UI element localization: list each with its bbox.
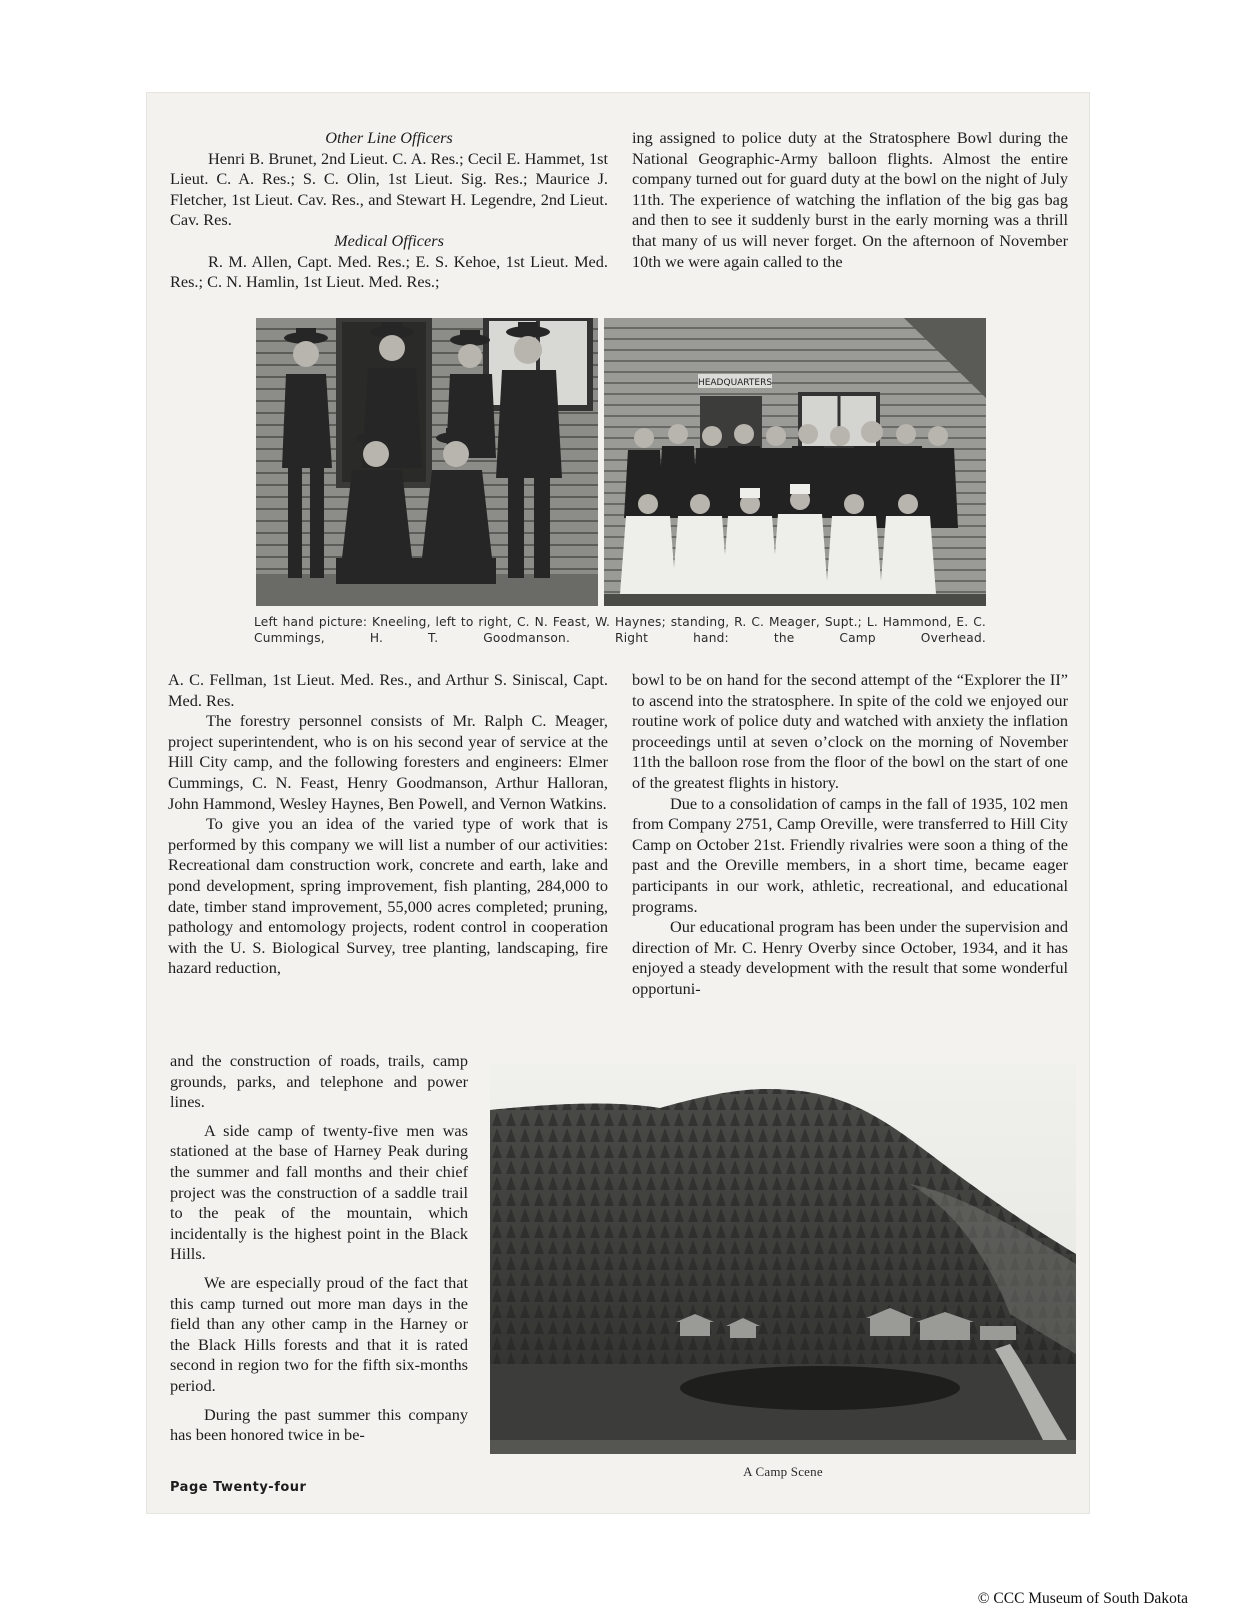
mid-left-column [168,670,608,979]
camp-overhead-photo-image [604,318,986,606]
camp-scene-caption: A Camp Scene [743,1464,823,1479]
activities-paragraph: To give you an idea of the varied type of work that is performed by this company we will list a number of our activities: Recreational dam construction work, concrete and earth, lake and pond development, spring improvement, fish planting, 284,000 to date, timber stand improvement, 55,000 acres completed; pruning, pathology and entomology projects, rodent control in cooperation with the U. S. Biological Survey, tree planting, landscaping, fire hazard reduction, [168,814,608,978]
top-left-column [170,128,608,293]
lower-left-column [170,1051,468,1446]
camp-scene-photo [490,1064,1076,1454]
honored-paragraph: During the past summer this company has been honored twice in be- [170,1404,468,1445]
foresters-photo-image [256,318,598,606]
camp-overhead-photo [604,318,986,606]
page-number: Page Twenty-four [170,1480,307,1495]
balloon-flight-text: ing assigned to police duty at the Stratosphere Bowl during the National Geographic-Army balloon flights. Almost the entire company turned out for guard duty at the bowl on the night of July 11th. The experience of watching the inflation of the big gas bag and then to see it suddenly burst in the early morning was a thrill that many of us will never forget. On the afternoon of November 10th we were again called to the [632,128,1068,271]
forestry-personnel-paragraph: The forestry personnel consists of Mr. Ralph C. Meager, project superintendent, who is on his second year of service at the Hill City camp, and the following foresters and engineers: Elmer Cummings, C. N. Feast, Henry Goodmanson, Arthur Halloran, John Hammond, Wesley Haynes, Ben Powell, and Vernon Watkins. [168,711,608,813]
headquarters-sign: HEADQUARTERS [697,378,773,388]
activities-continued: and the construction of roads, trails, camp grounds, parks, and telephone and power lines. [170,1051,468,1112]
magazine-page [146,92,1090,1514]
other-line-officers-heading: Other Line Officers [325,128,453,147]
top-right-column [632,128,1068,272]
camp-scene-photo-image [490,1064,1076,1454]
medical-officers-continued: A. C. Fellman, 1st Lieut. Med. Res., and Arthur S. Siniscal, Capt. Med. Res. [168,670,608,710]
mid-right-column [632,670,1068,1000]
side-camp-paragraph: A side camp of twenty-five men was stationed at the base of Harney Peak during the summer and fall months and their chief project was the construction of a saddle trail to the peak of the mountain, which incidentally is the highest point in the Black Hills. [170,1120,468,1264]
medical-officers-heading: Medical Officers [334,230,444,250]
medical-officers-text: R. M. Allen, Capt. Med. Res.; E. S. Kehoe, 1st Lieut. Med. Res.; C. N. Hamlin, 1st Lieut. Med. Res.; [170,251,608,292]
copyright-notice: © CCC Museum of South Dakota [977,1590,1188,1607]
foresters-photo [256,318,598,606]
educational-program-paragraph: Our educational program has been under the supervision and direction of Mr. C. Henry Overby since October, 1934, and it has enjoyed a steady development with the result that some wonderful opportuni- [632,917,1068,998]
other-line-officers-text: Henri B. Brunet, 2nd Lieut. C. A. Res.; Cecil E. Hammet, 1st Lieut. C. A. Res.; S. C. Olin, 1st Lieut. Sig. Res.; Maurice J. Fletcher, 1st Lieut. Cav. Res., and Stewart H. Legendre, 2nd Lieut. Cav. Res. [170,148,608,230]
proud-paragraph: We are especially proud of the fact that this camp turned out more man days in the field than any other camp in the Harney or the Black Hills forests and that it is rated second in region two for the fifth six-months period. [170,1272,468,1395]
consolidation-paragraph: Due to a consolidation of camps in the fall of 1935, 102 men from Company 2751, Camp Oreville, were transferred to Hill City Camp on October 21st. Friendly rivalries were soon a thing of the past and the Oreville members, in a short time, became eager participants in our work, athletic, recreational, and educational programs. [632,793,1068,916]
photo-caption: Left hand picture: Kneeling, left to right, C. N. Feast, W. Haynes; standing, R. C. Meager, Supt.; L. Hammond, E. C. Cummings, H. T. Goodmanson. Right hand: the Camp Overhead. [254,615,986,645]
balloon-second-attempt-paragraph: bowl to be on hand for the second attempt of the “Explorer the II” to ascend into the stratosphere. In spite of the cold we enjoyed our routine work of police duty and watched with anxiety the inflation proceedings until at seven o’clock on the morning of November 11th the balloon rose from the floor of the bowl on the start of one of the greatest flights in history. [632,670,1068,792]
